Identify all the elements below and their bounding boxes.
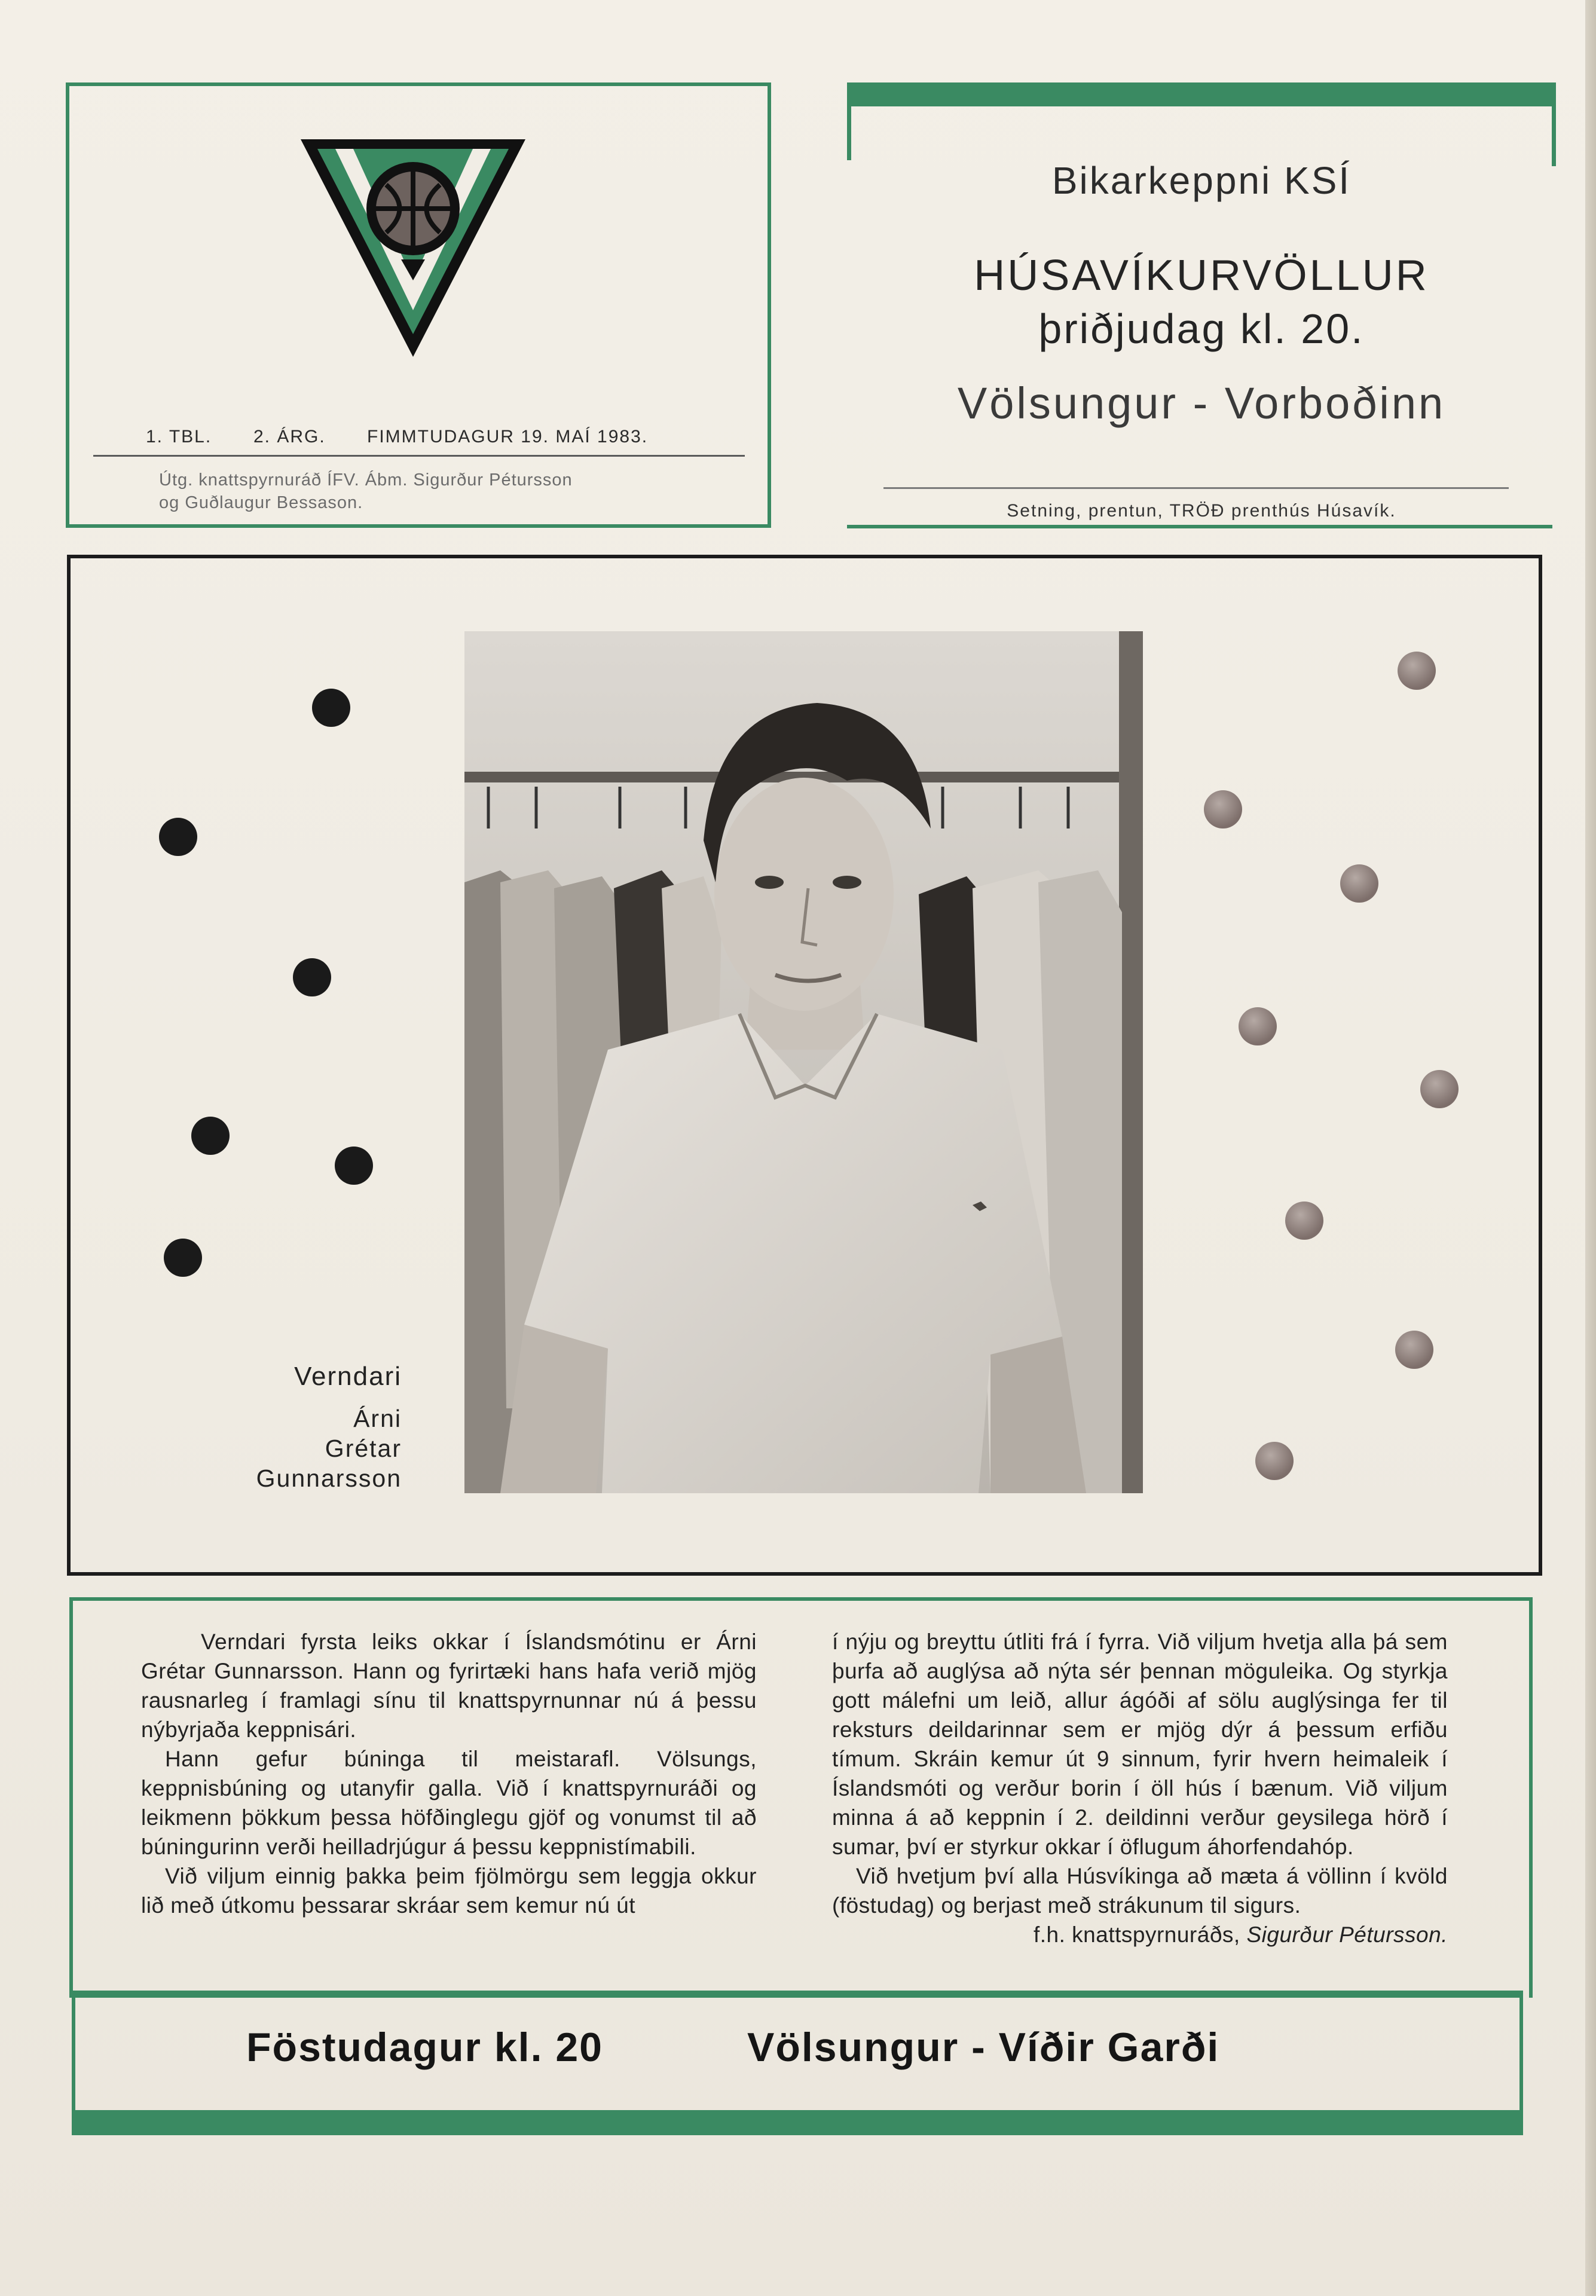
article-column-left (141, 1627, 757, 1920)
issue-number: 1. TBL. (146, 427, 212, 447)
caption-name-line-1: Árni (353, 1405, 402, 1432)
article-paragraph: Hann gefur búninga til meistarafl. Völsungs, keppnisbúning og utanyfir galla. Við í knattspyrnuráði og leikmenn þökkum þessa höfðinglegu gjöf og vonumst til að búningurinn verði heilladrjúgur á þessu keppnistímabili. (141, 1747, 757, 1859)
patron-photo (464, 631, 1143, 1493)
venue-time: þriðjudag kl. 20. (1038, 305, 1365, 352)
article-paragraph: Verndari fyrsta leiks okkar í Íslandsmótinu er Árni Grétar Gunnarsson. Hann og fyrirtæki hans hafa verið mjög rausnarleg í framlagi sínu til knattspyrnunnar nú á þessu nýbyrjaða keppnisári. (141, 1629, 757, 1742)
club-logo (293, 131, 533, 370)
banner-match: Völsungur - Víðir Garði (747, 2025, 1220, 2070)
decorative-dot (1239, 1007, 1277, 1045)
paper-edge (1585, 0, 1596, 2296)
masthead-right-bracket-right (1552, 82, 1556, 166)
decorative-dot (1395, 1331, 1433, 1369)
decorative-dot (335, 1147, 373, 1185)
masthead-right-bottom-rule (847, 525, 1552, 528)
article-paragraph: Við viljum einnig þakka þeim fjölmörgu sem leggja okkur lið með útkomu þessarar skráar sem kemur nú út (141, 1864, 757, 1918)
decorative-dot (312, 689, 350, 727)
decorative-dot (1255, 1442, 1294, 1480)
photo-caption (179, 1362, 402, 1493)
decorative-dot (1398, 652, 1436, 690)
masthead-right-divider (883, 487, 1509, 489)
publisher-info (159, 469, 757, 514)
caption-role: Verndari (294, 1362, 402, 1391)
publisher-line-2: og Guðlaugur Bessason. (159, 493, 363, 512)
banner-bottom-rule (72, 2110, 1523, 2135)
signature-name: Sigurður Pétursson. (1246, 1922, 1448, 1947)
banner-top-rule (72, 1991, 1523, 1998)
masthead-right-bar (847, 82, 1556, 106)
printer-credit: Setning, prentun, TRÖÐ prenthús Húsavík. (1007, 501, 1396, 521)
masthead-right-bracket-left (847, 82, 851, 160)
decorative-dot (159, 818, 197, 856)
cup-title: Bikarkeppni KSÍ (1051, 159, 1352, 202)
publisher-line-1: Útg. knattspyrnuráð ÍFV. Ábm. Sigurður Pétursson (159, 470, 573, 490)
decorative-dot (164, 1239, 202, 1277)
decorative-dot (1204, 790, 1242, 828)
issue-year: 2. ÁRG. (253, 427, 326, 447)
decorative-dot (1420, 1070, 1459, 1108)
caption-name-line-2: Grétar (325, 1435, 402, 1462)
masthead-left-box (66, 82, 771, 528)
decorative-dot (191, 1117, 230, 1155)
decorative-dot (1285, 1201, 1323, 1240)
issue-line (146, 427, 732, 447)
banner-day: Föstudagur kl. 20 (246, 2025, 603, 2070)
issue-date: FIMMTUDAGUR 19. MAÍ 1983. (367, 427, 649, 447)
caption-name-line-3: Gunnarsson (256, 1465, 402, 1492)
masthead-divider (93, 455, 745, 457)
cup-matchup: Völsungur - Vorboðinn (957, 378, 1446, 428)
signature-prefix: f.h. knattspyrnuráðs, (1033, 1922, 1240, 1947)
decorative-dot (1340, 864, 1378, 903)
article-column-right (832, 1627, 1448, 1949)
decorative-dot (293, 958, 331, 996)
article-paragraph: í nýju og breyttu útliti frá í fyrra. Við viljum hvetja alla þá sem þurfa að auglýsa að nýta sér þennan möguleika. Og styrkja gott málefni um leið, allur ágóði af sölu auglýsinga fer til reksturs deildarinnar sem er mjög dýr á þessum erfiðu tímum. Skráin kemur út 9 sinnum, fyrir hvern heimaleik í Íslandsmóti og verður borin í öll hús í bænum. Við viljum minna á að keppnin í 2. deildinni verður geysilega hörð í sumar, því er styrkur okkar í öflugum áhorfendahóp. (832, 1629, 1448, 1859)
article-paragraph: Við hvetjum því alla Húsvíkinga að mæta á völlinn í kvöld (föstudag) og berjast með strákunum til sigurs. (832, 1864, 1448, 1918)
article-signature (832, 1920, 1448, 1949)
venue-name: HÚSAVÍKURVÖLLUR (974, 252, 1429, 299)
